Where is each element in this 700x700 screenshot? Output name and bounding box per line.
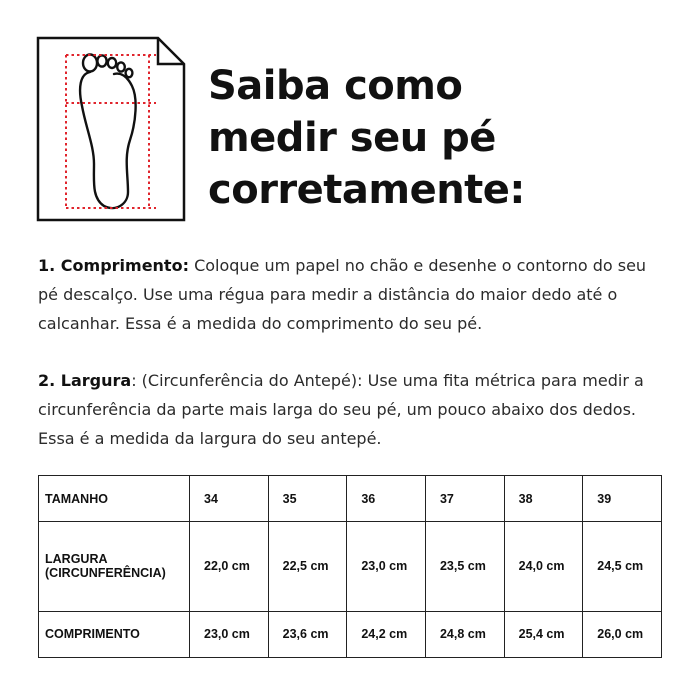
title-line-3: corretamente: xyxy=(208,167,525,213)
table-cell: 23,0 cm xyxy=(347,522,426,611)
row-header-width: LARGURA (CIRCUNFERÊNCIA) xyxy=(39,522,190,611)
instruction-width-label: 2. Largura xyxy=(38,371,132,390)
instruction-length-label: 1. Comprimento: xyxy=(38,256,189,275)
table-row-length xyxy=(39,611,662,657)
instruction-length-text: Coloque um papel no chão e desenhe o contorno do seu pé descalço. Use uma régua para medir a distância do maior dedo até o calcanhar. Essa é a medida do comprimento do seu pé. xyxy=(38,256,647,333)
table-cell: 37 xyxy=(425,476,504,522)
title-line-2: medir seu pé xyxy=(208,115,496,161)
table-cell: 35 xyxy=(268,476,347,522)
table-cell: 38 xyxy=(504,476,583,522)
foot-measure-icon xyxy=(36,36,186,222)
row-header-length: COMPRIMENTO xyxy=(39,611,190,657)
table-cell: 24,5 cm xyxy=(583,522,662,611)
table-cell: 24,8 cm xyxy=(425,611,504,657)
table-cell: 23,6 cm xyxy=(268,611,347,657)
table-cell: 39 xyxy=(583,476,662,522)
instruction-width-text: : (Circunferência do Antepé): Use uma fita métrica para medir a circunferência da parte mais larga do seu pé, um pouco abaixo dos dedos. Essa é a medida da largura do seu antepé. xyxy=(38,371,644,448)
page-title xyxy=(208,60,525,216)
size-chart-table xyxy=(38,475,662,658)
title-line-1: Saiba como xyxy=(208,63,463,109)
table-row-size xyxy=(39,476,662,522)
table-cell: 23,0 cm xyxy=(190,611,269,657)
paper-sheet xyxy=(38,38,184,220)
row-header-size: TAMANHO xyxy=(39,476,190,522)
table-row-width xyxy=(39,522,662,611)
table-cell: 24,2 cm xyxy=(347,611,426,657)
table-cell: 24,0 cm xyxy=(504,522,583,611)
table-cell: 34 xyxy=(190,476,269,522)
instruction-length xyxy=(38,251,668,338)
table-cell: 23,5 cm xyxy=(425,522,504,611)
table-cell: 22,5 cm xyxy=(268,522,347,611)
table-cell: 25,4 cm xyxy=(504,611,583,657)
table-cell: 26,0 cm xyxy=(583,611,662,657)
instruction-width xyxy=(38,366,668,453)
table-cell: 22,0 cm xyxy=(190,522,269,611)
table-cell: 36 xyxy=(347,476,426,522)
